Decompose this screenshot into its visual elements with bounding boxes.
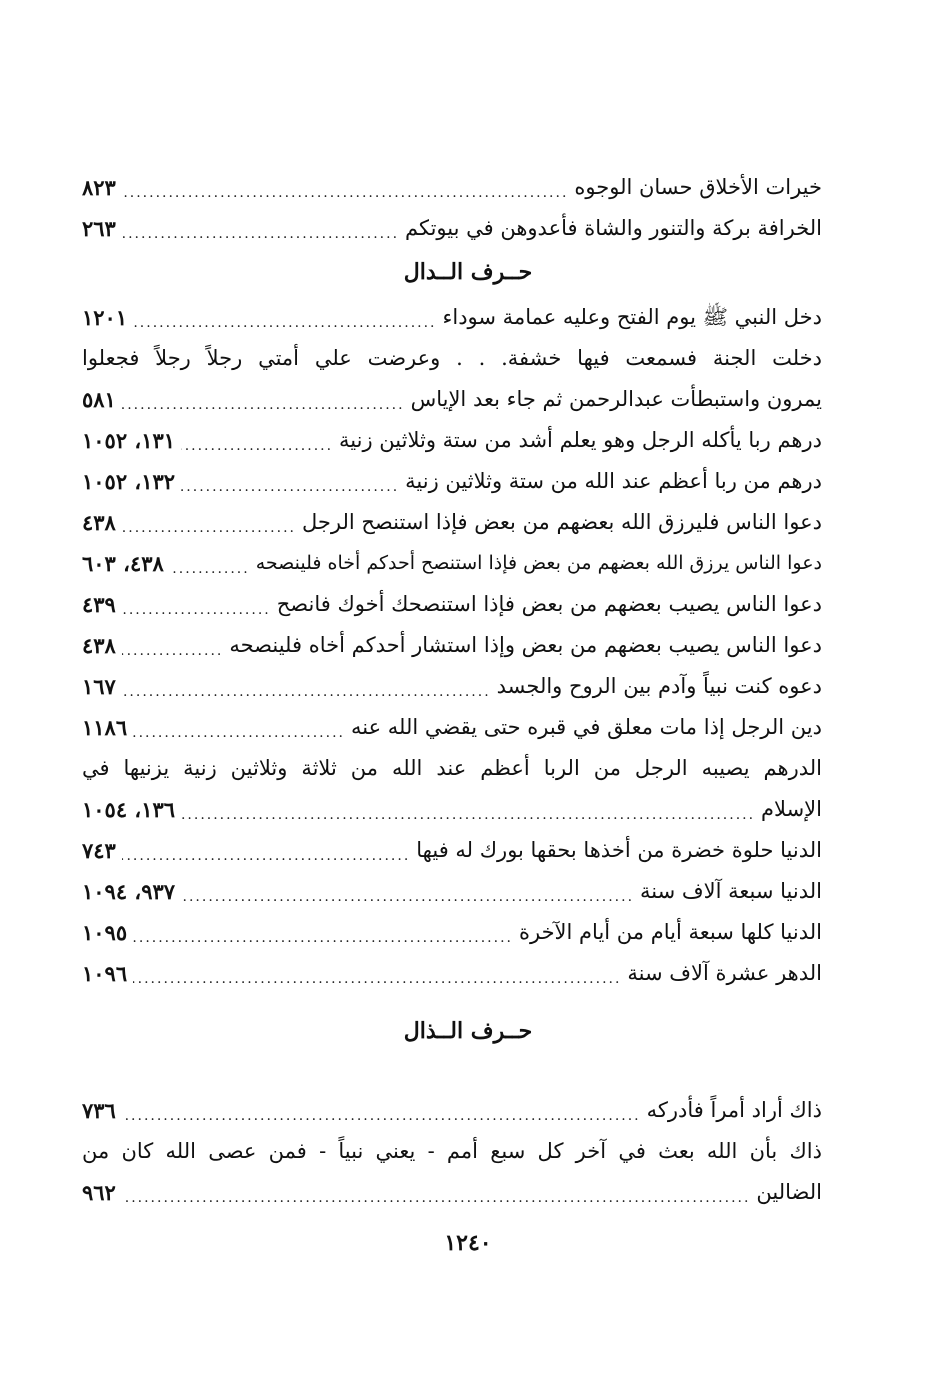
leader-dots xyxy=(122,1183,751,1213)
leader-dots xyxy=(122,636,224,666)
entry-text: دعوا الناس فليرزق الله بعضهم من بعض فإذا استنصح الرجل xyxy=(301,510,822,534)
entry-text-line: الدرهم يصيبه الرجل من الربا أعظم عند الله من ثلاثة وثلاثين زنية يزنيها في xyxy=(82,756,822,780)
leader-dots xyxy=(181,431,333,461)
entry-text: يمرون واستبطأت عبدالرحمن ثم جاء بعد الإياس xyxy=(410,387,822,411)
leader-dots xyxy=(133,923,513,953)
entry-text: الضالين xyxy=(756,1180,822,1204)
index-entry xyxy=(82,666,822,707)
entry-pages: ٥٨١ xyxy=(82,387,116,412)
entry-pages: ٤٣٨ xyxy=(82,510,116,535)
index-entry xyxy=(82,707,822,748)
leader-dots xyxy=(122,219,399,249)
entry-pages: ٩٣٧، ١٠٩٤ xyxy=(82,879,176,904)
index-entry xyxy=(82,1172,822,1213)
entry-pages: ١٣٢، ١٠٥٢ xyxy=(82,469,176,494)
entry-text: دعوا الناس يرزق الله بعضهم من بعض فإذا استنصح أحدكم أخاه فلينصحه xyxy=(255,552,822,574)
index-entry xyxy=(82,502,822,543)
index-entry xyxy=(82,871,822,912)
leader-dots xyxy=(181,472,399,502)
index-entry xyxy=(82,1090,822,1131)
entry-text: الخرافة بركة والتنور والشاة فأعدوهن في بيوتكم xyxy=(405,216,822,240)
section-heading-dal: حــرف الــدال xyxy=(403,259,533,285)
entry-text: درهم من ربا أعظم عند الله من ستة وثلاثين زنية xyxy=(405,469,822,493)
leader-dots xyxy=(133,308,436,338)
leader-dots xyxy=(181,800,755,830)
entry-text: درهم ربا يأكله الرجل وهو يعلم أشد من ستة وثلاثين زنية xyxy=(339,428,822,452)
entry-pages: ١٦٧ xyxy=(82,674,116,699)
index-entry xyxy=(82,461,822,502)
entry-pages: ٧٤٣ xyxy=(82,838,116,863)
entry-pages: ٨٢٣ xyxy=(82,175,116,200)
entry-pages: ٤٣٨ xyxy=(82,633,116,658)
entry-text: الدنيا سبعة آلاف سنة xyxy=(640,879,822,903)
leader-dots xyxy=(133,718,345,748)
entry-text: دين الرجل إذا مات معلق في قبره حتى يقضي الله عنه xyxy=(350,715,822,739)
entry-pages: ٤٣٨، ٦٠٣ xyxy=(82,551,164,576)
leader-dots xyxy=(122,513,296,543)
entry-text: دعوا الناس يصيب بعضهم من بعض فإذا استنصحك أخوك فانصح xyxy=(276,592,822,616)
index-entry xyxy=(82,420,822,461)
entries-block-top xyxy=(82,167,822,249)
index-entry xyxy=(82,208,822,249)
index-entry xyxy=(82,379,822,420)
entry-text: الإسلام xyxy=(761,797,822,821)
entry-text-line: دخلت الجنة فسمعت فيها خشفة. . . وعرضت علي أمتي رجلاً رجلاً فجعلوا xyxy=(82,346,822,370)
entries-block-dal xyxy=(82,297,822,994)
entry-pages: ٤٣٩ xyxy=(82,592,116,617)
entry-pages: ٧٣٦ xyxy=(82,1098,116,1123)
leader-dots xyxy=(122,390,405,420)
entry-pages: ١٠٩٥ xyxy=(82,920,128,945)
entry-pages: ١١٨٦ xyxy=(82,715,128,740)
entry-pages: ١٣١، ١٠٥٢ xyxy=(82,428,176,453)
entry-text: دعوه كنت نبياً وآدم بين الروح والجسد xyxy=(496,674,822,698)
page-number: ١٢٤٠ xyxy=(444,1230,492,1256)
entry-text: دخل النبي ﷺ يوم الفتح وعليه عمامة سوداء xyxy=(442,305,822,329)
entry-text: الدنيا كلها سبعة أيام من أيام الآخرة xyxy=(518,920,822,944)
leader-dots xyxy=(181,882,634,912)
entry-pages: ٢٦٣ xyxy=(82,216,116,241)
index-entry xyxy=(82,625,822,666)
index-entry xyxy=(82,912,822,953)
leader-dots xyxy=(122,178,569,208)
leader-dots xyxy=(122,841,410,871)
leader-dots xyxy=(122,1101,641,1131)
leader-dots xyxy=(122,595,271,625)
entry-text: خيرات الأخلاق حسان الوجوه xyxy=(574,175,822,199)
entry-text: الدنيا حلوة خضرة من أخذها بحقها بورك له فيها xyxy=(416,838,822,862)
index-entry xyxy=(82,297,822,338)
leader-dots xyxy=(133,964,621,994)
entry-pages: ١٢٠١ xyxy=(82,305,128,330)
entry-pages: ١٠٩٦ xyxy=(82,961,128,986)
index-entry xyxy=(82,167,822,208)
section-heading-dhal: حــرف الــذال xyxy=(403,1018,533,1044)
entry-pages: ١٣٦، ١٠٥٤ xyxy=(82,797,176,822)
entry-text: الدهر عشرة آلاف سنة xyxy=(627,961,822,985)
index-entry xyxy=(82,789,822,830)
leader-dots xyxy=(170,554,250,584)
index-entry xyxy=(82,543,822,584)
index-entry xyxy=(82,584,822,625)
leader-dots xyxy=(122,677,491,707)
entry-pages: ٩٦٢ xyxy=(82,1180,116,1205)
entries-block-dhal xyxy=(82,1090,822,1213)
index-entry xyxy=(82,830,822,871)
entry-text: ذاك أراد أمراً فأدركه xyxy=(646,1098,822,1122)
entry-text: دعوا الناس يصيب بعضهم من بعض وإذا استشار أحدكم أخاه فلينصحه xyxy=(229,633,822,657)
entry-text-line: ذاك بأن الله بعث في آخر كل سبع أمم - يعني نبياً - فمن عصى الله كان من xyxy=(82,1139,822,1163)
index-entry xyxy=(82,953,822,994)
